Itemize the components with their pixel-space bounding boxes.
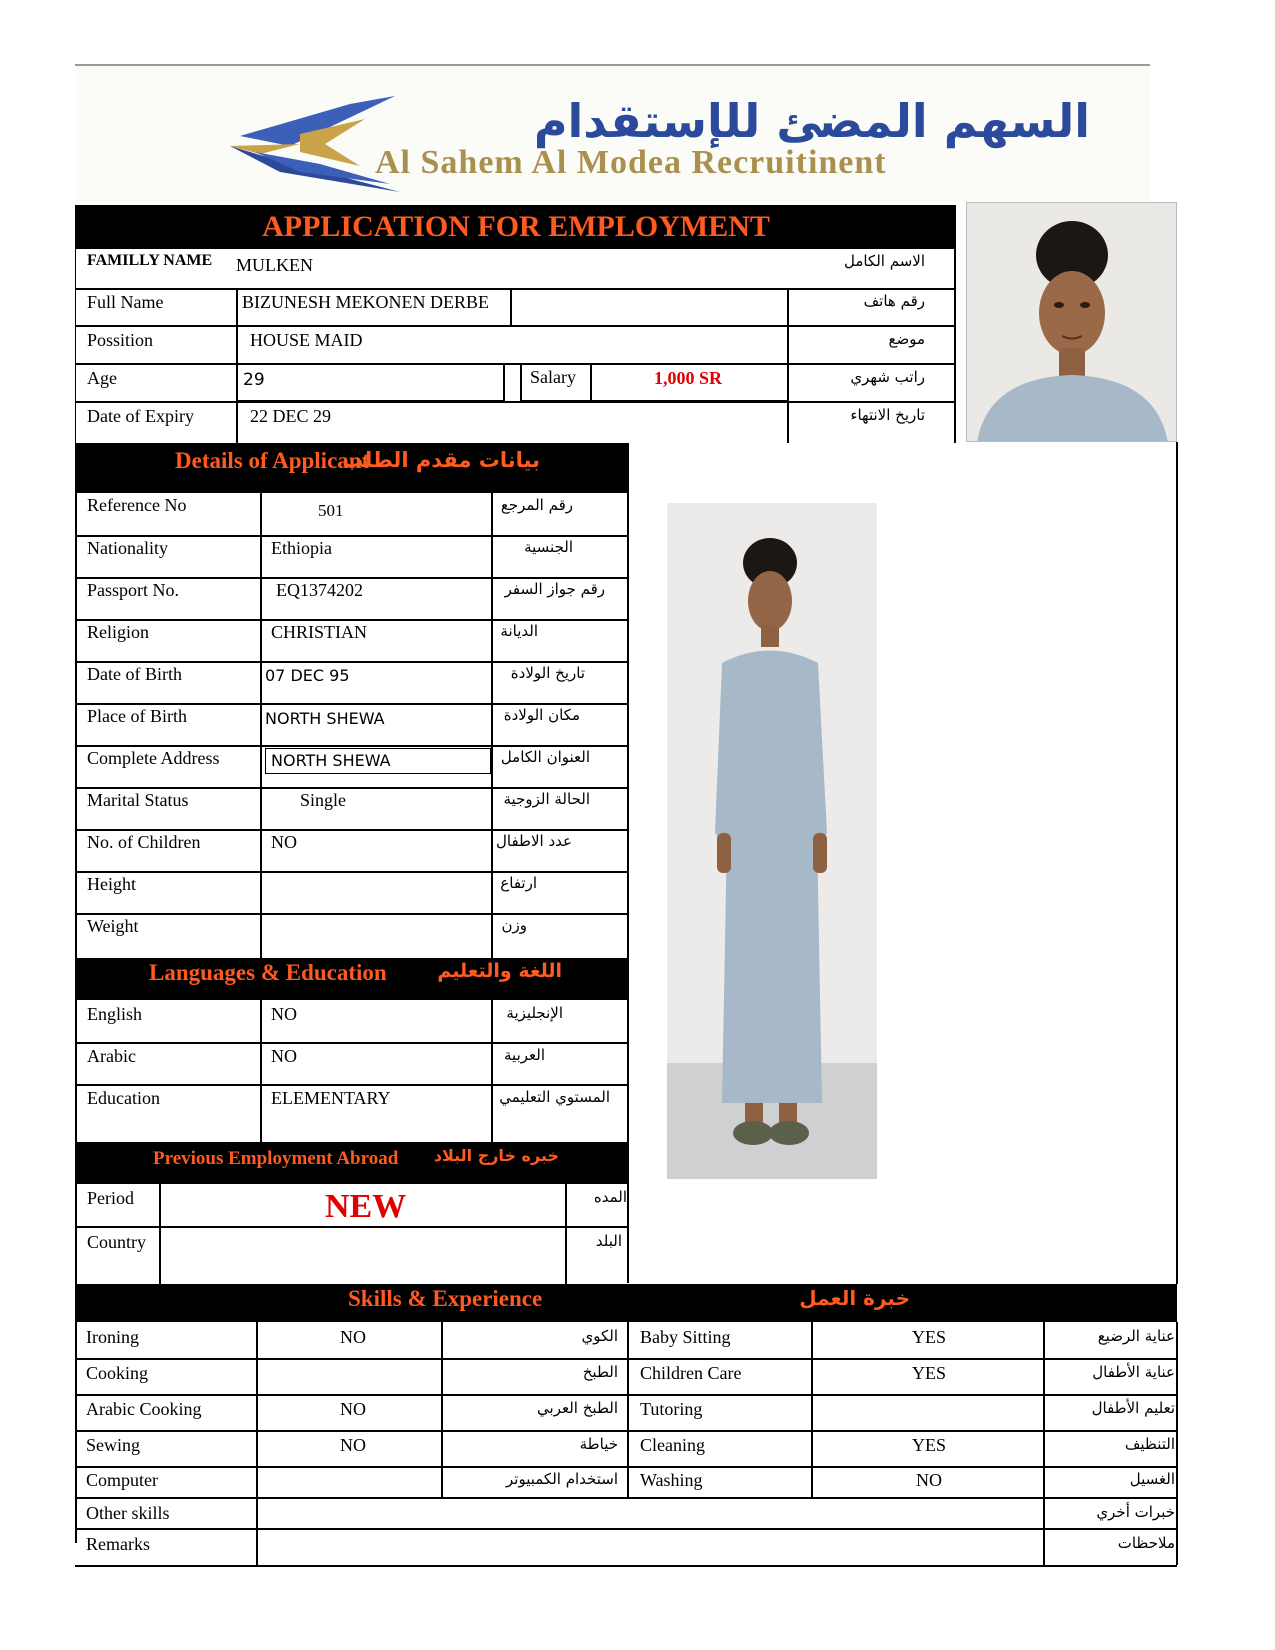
skills-title-en: Skills & Experience (348, 1286, 543, 1311)
logo-english-name: Al Sahem Al Modea Recruitinent (375, 144, 887, 181)
marital-label: Marital Status (87, 790, 189, 810)
family-name-value: MULKEN (236, 255, 313, 275)
expiry-label: Date of Expiry (87, 406, 194, 426)
age-value: 29 (243, 370, 265, 390)
country-label: Country (87, 1232, 147, 1252)
skill-baby-sitting-label: Baby Sitting (640, 1327, 731, 1347)
expiry-value: 22 DEC 29 (250, 406, 331, 426)
position-ar: موضع (888, 330, 925, 348)
education-value: ELEMENTARY (271, 1088, 391, 1108)
age-label: Age (87, 368, 117, 388)
passport-label: Passport No. (87, 580, 180, 600)
application-title: APPLICATION FOR EMPLOYMENT (76, 205, 956, 249)
arrow-logo-icon (150, 74, 410, 204)
reference-value: 501 (318, 501, 344, 520)
full-body-photo (667, 503, 877, 1179)
period-value: NEW (325, 1188, 407, 1225)
languages-title-en: Languages & Education (149, 960, 387, 985)
english-value: NO (271, 1004, 297, 1024)
nationality-value: Ethiopia (271, 538, 332, 558)
skill-cleaning-label: Cleaning (640, 1435, 705, 1455)
skill-tutoring-label: Tutoring (640, 1399, 703, 1419)
phone-ar: رقم هاتف (863, 292, 925, 310)
family-name-label: FAMILLY NAME (87, 252, 213, 269)
skill-washing-value: NO (916, 1470, 942, 1490)
religion-value: CHRISTIAN (271, 622, 368, 642)
application-table (75, 205, 955, 443)
dob-ar: تاريخ الولادة (510, 664, 585, 682)
english-label: English (87, 1004, 143, 1024)
skill-washing-ar: الغسيل (1129, 1470, 1175, 1488)
details-title-ar: بيانات مقدم الطلب (342, 448, 540, 472)
skill-sewing-ar: خياطة (579, 1435, 618, 1453)
skill-children-care-ar: عناية الأطفال (1092, 1363, 1175, 1381)
languages-title-ar: اللغة والتعليم (437, 960, 562, 982)
skill-ironing-value: NO (340, 1327, 366, 1347)
skills-title-ar: خبرة العمل (799, 1286, 910, 1310)
remarks-label: Remarks (86, 1534, 150, 1554)
skill-baby-sitting-value: YES (912, 1327, 947, 1347)
religion-label: Religion (87, 622, 149, 642)
skill-children-care-label: Children Care (640, 1363, 742, 1383)
skill-children-care-value: YES (912, 1363, 947, 1383)
company-logo-banner (75, 64, 1150, 202)
family-name-ar: الاسم الكامل (843, 252, 925, 270)
marital-value: Single (300, 790, 347, 810)
period-ar: المده (593, 1188, 627, 1206)
reference-label: Reference No (87, 495, 187, 515)
other-skills-label: Other skills (86, 1503, 170, 1523)
arabic-label: Arabic (87, 1046, 136, 1066)
salary-value: 1,000 SR (654, 368, 723, 388)
education-label: Education (87, 1088, 160, 1108)
skill-arabic-cooking-value: NO (340, 1399, 366, 1419)
skill-baby-sitting-ar: عناية الرضيع (1097, 1327, 1175, 1345)
address-label: Complete Address (87, 748, 220, 768)
skill-tutoring-ar: تعليم الأطفال (1091, 1399, 1175, 1417)
religion-ar: الديانة (500, 622, 538, 640)
skill-ironing-label: Ironing (86, 1327, 139, 1347)
dob-label: Date of Birth (87, 664, 182, 684)
salary-ar: راتب شهري (850, 368, 925, 386)
arabic-value: NO (271, 1046, 297, 1066)
english-ar: الإنجليزية (506, 1004, 563, 1022)
pob-ar: مكان الولادة (503, 706, 580, 724)
children-ar: عدد الاطفال (496, 832, 572, 850)
dob-value: 07 DEC 95 (265, 666, 350, 685)
weight-ar: وزن (501, 916, 527, 934)
reference-ar: رقم المرجع (500, 496, 573, 514)
address-value: NORTH SHEWA (271, 751, 391, 770)
previous-title-ar: خبره خارج البلاد (433, 1146, 559, 1165)
skills-header (75, 1284, 1177, 1322)
details-title-en: Details of Applicant (175, 448, 370, 473)
remarks-ar: ملاحظات (1117, 1534, 1175, 1552)
skill-cooking-label: Cooking (86, 1363, 149, 1383)
skill-cleaning-ar: التنظيف (1124, 1435, 1175, 1453)
height-label: Height (87, 874, 136, 894)
passport-value: EQ1374202 (276, 580, 363, 600)
other-skills-ar: خبرات أخري (1096, 1503, 1175, 1521)
headshot-photo (966, 202, 1177, 442)
position-value: HOUSE MAID (250, 330, 363, 350)
pob-value: NORTH SHEWA (265, 709, 385, 728)
expiry-ar: تاريخ الانتهاء (850, 406, 925, 424)
logo-arabic-name: السهم المضئ للإستقدام (533, 94, 1090, 148)
skill-cooking-ar: الطبخ (582, 1363, 618, 1381)
country-ar: البلد (595, 1232, 622, 1250)
skill-cleaning-value: YES (912, 1435, 947, 1455)
weight-label: Weight (87, 916, 139, 936)
skill-computer-label: Computer (86, 1470, 158, 1490)
passport-ar: رقم جواز السفر (504, 580, 605, 598)
nationality-ar: الجنسية (524, 538, 573, 556)
skill-ironing-ar: الكوي (581, 1327, 618, 1345)
period-label: Period (87, 1188, 134, 1208)
address-ar: العنوان الكامل (500, 748, 590, 766)
height-ar: ارتفاع (500, 874, 537, 892)
full-name-value: BIZUNESH MEKONEN DERBE (242, 292, 489, 312)
skill-computer-ar: استخدام الكمبيوتر (506, 1470, 618, 1488)
skill-sewing-label: Sewing (86, 1435, 140, 1455)
education-ar: المستوي التعليمي (499, 1088, 610, 1106)
marital-ar: الحالة الزوجية (503, 790, 590, 808)
previous-title-en: Previous Employment Abroad (153, 1148, 399, 1169)
salary-label: Salary (530, 367, 576, 387)
skill-washing-label: Washing (640, 1470, 703, 1490)
children-value: NO (271, 832, 297, 852)
skill-arabic-cooking-label: Arabic Cooking (86, 1399, 202, 1419)
position-label: Possition (87, 330, 154, 350)
skill-arabic-cooking-ar: الطبخ العربي (537, 1399, 618, 1417)
full-name-label: Full Name (87, 292, 164, 312)
arabic-ar: العربية (504, 1046, 545, 1064)
nationality-label: Nationality (87, 538, 168, 558)
children-label: No. of Children (87, 832, 201, 852)
skill-sewing-value: NO (340, 1435, 366, 1455)
pob-label: Place of Birth (87, 706, 187, 726)
